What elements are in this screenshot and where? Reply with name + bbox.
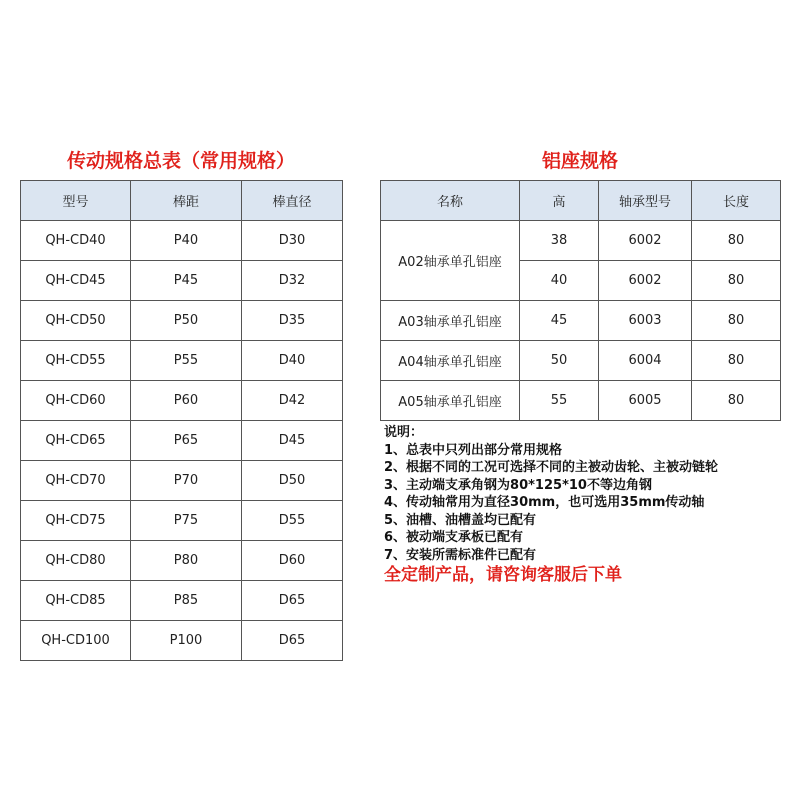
spec-cell-pitch: P65 <box>131 421 242 461</box>
alu-cell-name: A02轴承单孔铝座 <box>381 221 520 301</box>
note-item: 2、根据不同的工况可选择不同的主被动齿轮、主被动链轮 <box>384 460 719 475</box>
alu-table-title: 铝座规格 <box>541 150 618 172</box>
table-row <box>21 501 343 541</box>
note-item: 6、被动端支承板已配有 <box>384 530 524 545</box>
spec-cell-model: QH-CD45 <box>21 261 131 301</box>
spec-cell-pitch: P60 <box>131 381 242 421</box>
spec-cell-pitch: P85 <box>131 581 242 621</box>
table-row <box>381 221 781 261</box>
table-row <box>21 461 343 501</box>
alu-table <box>380 180 781 421</box>
note-item: 3、主动端支承角钢为80*125*10不等边角钢 <box>384 477 652 493</box>
spec-cell-diameter: D40 <box>242 341 343 381</box>
table-row <box>381 301 781 341</box>
spec-table-header-row <box>21 181 343 221</box>
notes-heading: 说明： <box>384 425 424 440</box>
spec-cell-diameter: D55 <box>242 501 343 541</box>
spec-cell-model: QH-CD40 <box>21 221 131 261</box>
alu-cell-length: 80 <box>692 341 781 381</box>
spec-cell-model: QH-CD65 <box>21 421 131 461</box>
table-row <box>381 341 781 381</box>
spec-header-model: 型号 <box>21 181 131 221</box>
alu-cell-bearing: 6005 <box>599 381 692 421</box>
alu-cell-height: 40 <box>520 261 599 301</box>
alu-cell-length: 80 <box>692 301 781 341</box>
table-row <box>21 541 343 581</box>
alu-table-header-row <box>381 181 781 221</box>
spec-cell-diameter: D42 <box>242 381 343 421</box>
spec-cell-diameter: D50 <box>242 461 343 501</box>
alu-cell-height: 38 <box>520 221 599 261</box>
alu-cell-height: 55 <box>520 381 599 421</box>
spec-cell-pitch: P50 <box>131 301 242 341</box>
spec-cell-model: QH-CD70 <box>21 461 131 501</box>
spec-cell-pitch: P70 <box>131 461 242 501</box>
spec-cell-model: QH-CD55 <box>21 341 131 381</box>
alu-header-length: 长度 <box>692 181 781 221</box>
note-item: 4、传动轴常用为直径30mm，也可选用35mm传动轴 <box>384 495 705 510</box>
table-row <box>21 341 343 381</box>
spec-table-title: 传动规格总表（常用规格） <box>66 150 295 172</box>
alu-cell-name: A04轴承单孔铝座 <box>381 341 520 381</box>
spec-cell-pitch: P55 <box>131 341 242 381</box>
notes-section <box>384 424 794 585</box>
alu-header-height: 高 <box>520 181 599 221</box>
alu-cell-bearing: 6003 <box>599 301 692 341</box>
alu-cell-length: 80 <box>692 261 781 301</box>
note-item: 7、安装所需标准件已配有 <box>384 547 537 563</box>
spec-cell-diameter: D60 <box>242 541 343 581</box>
alu-cell-bearing: 6002 <box>599 261 692 301</box>
spec-cell-pitch: P80 <box>131 541 242 581</box>
note-item: 5、油槽、油槽盖均已配有 <box>384 512 537 528</box>
alu-cell-name: A03轴承单孔铝座 <box>381 301 520 341</box>
note-item: 1、总表中只列出部分常用规格 <box>384 442 563 458</box>
spec-cell-diameter: D30 <box>242 221 343 261</box>
alu-cell-name: A05轴承单孔铝座 <box>381 381 520 421</box>
alu-cell-height: 50 <box>520 341 599 381</box>
spec-table <box>20 180 343 661</box>
custom-order-notice: 全定制产品，请咨询客服后下单 <box>384 565 622 585</box>
table-row <box>21 301 343 341</box>
table-row <box>21 421 343 461</box>
spec-cell-pitch: P75 <box>131 501 242 541</box>
alu-cell-bearing: 6004 <box>599 341 692 381</box>
alu-header-bearing: 轴承型号 <box>599 181 692 221</box>
table-row <box>381 381 781 421</box>
table-row <box>21 621 343 661</box>
spec-cell-pitch: P100 <box>131 621 242 661</box>
alu-cell-length: 80 <box>692 221 781 261</box>
table-row <box>21 581 343 621</box>
spec-cell-pitch: P40 <box>131 221 242 261</box>
spec-cell-pitch: P45 <box>131 261 242 301</box>
spec-cell-model: QH-CD60 <box>21 381 131 421</box>
spec-cell-diameter: D32 <box>242 261 343 301</box>
alu-cell-length: 80 <box>692 381 781 421</box>
table-row <box>21 381 343 421</box>
spec-cell-diameter: D45 <box>242 421 343 461</box>
table-row <box>21 261 343 301</box>
alu-cell-bearing: 6002 <box>599 221 692 261</box>
spec-cell-model: QH-CD100 <box>21 621 131 661</box>
alu-header-name: 名称 <box>381 181 520 221</box>
spec-header-diameter: 棒直径 <box>242 181 343 221</box>
spec-cell-model: QH-CD85 <box>21 581 131 621</box>
spec-cell-model: QH-CD50 <box>21 301 131 341</box>
alu-cell-height: 45 <box>520 301 599 341</box>
spec-cell-diameter: D65 <box>242 581 343 621</box>
spec-cell-model: QH-CD75 <box>21 501 131 541</box>
spec-cell-diameter: D35 <box>242 301 343 341</box>
spec-cell-model: QH-CD80 <box>21 541 131 581</box>
spec-header-pitch: 棒距 <box>131 181 242 221</box>
spec-cell-diameter: D65 <box>242 621 343 661</box>
table-row <box>21 221 343 261</box>
